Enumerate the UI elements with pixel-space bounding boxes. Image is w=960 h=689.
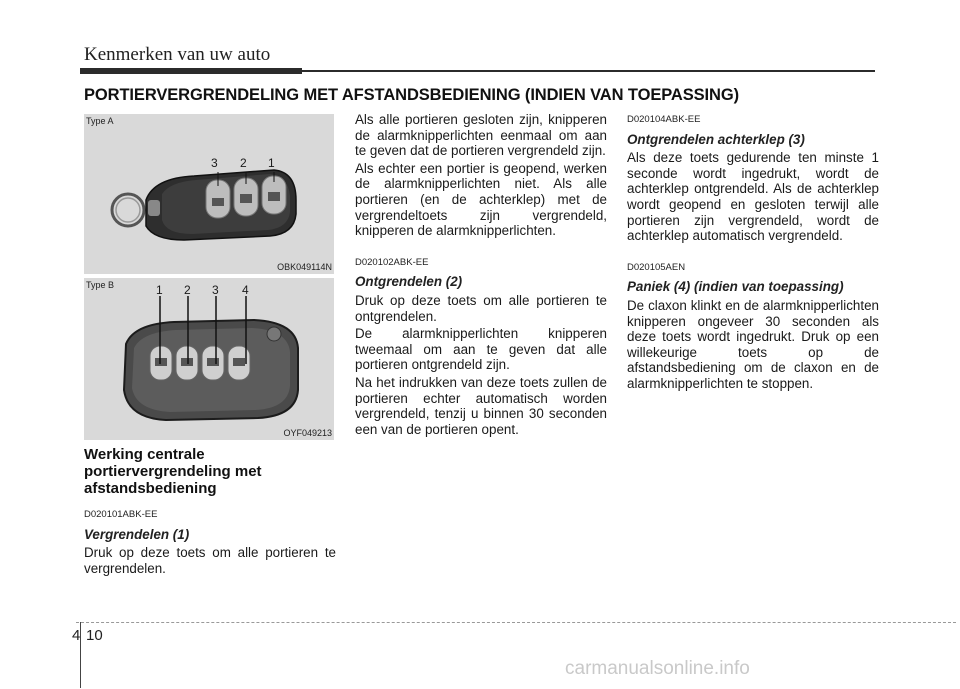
callout-2: 2 bbox=[240, 156, 247, 170]
paragraph: Druk op deze toets om alle portieren te ontgrendelen. bbox=[355, 292, 607, 324]
footer-rule bbox=[76, 622, 956, 623]
figure-b-code: OYF049213 bbox=[283, 428, 332, 438]
callout-b-3: 3 bbox=[212, 283, 219, 297]
paragraph: Na het indrukken van deze toets zullen de portieren echter automatisch worden vergrendeld, tenzij u binnen 30 seconden een van de portieren opent. bbox=[355, 374, 607, 437]
figure-b-label: Type B bbox=[86, 280, 115, 290]
section-code: D020105AEN bbox=[627, 261, 686, 273]
figure-type-b bbox=[84, 278, 334, 440]
header-bar bbox=[80, 68, 302, 74]
paragraph: Als echter een portier is geopend, werken de alarmknipperlichten niet. Als alle portieren (en de achterklep) met de vergrendeltoets zijn vergrendeld, knipperen de alarmknipperlichten. bbox=[355, 160, 607, 239]
right-column bbox=[627, 112, 879, 392]
figure-a-code: OBK049114N bbox=[277, 262, 332, 272]
left-column bbox=[84, 446, 336, 576]
section-code: D020102ABK-EE bbox=[355, 256, 429, 268]
header-title: Kenmerken van uw auto bbox=[84, 44, 271, 65]
subtitle-ontgrendelen: Ontgrendelen (2) bbox=[355, 274, 463, 290]
header-rule bbox=[302, 70, 875, 72]
paragraph: De alarmknipperlichten knipperen tweemaal om aan te geven dat alle portieren ontgrendeld zijn. bbox=[355, 326, 607, 373]
paragraph: Druk op deze toets om alle portieren te vergrendelen. bbox=[84, 545, 336, 576]
callout-b-2: 2 bbox=[184, 283, 191, 297]
middle-column bbox=[355, 112, 607, 437]
paragraph: Als alle portieren gesloten zijn, knipperen de alarmknipperlichten eenmaal om aan te geven dat de portieren vergrendeld zijn. bbox=[355, 112, 607, 159]
callout-1: 1 bbox=[268, 156, 275, 170]
section-title: PORTIERVERGRENDELING MET AFSTANDSBEDIENING (INDIEN VAN TOEPASSING) bbox=[84, 86, 739, 104]
key-fob-type-a-illustration bbox=[84, 114, 334, 274]
block-title: Werking centrale portiervergrendeling met afstandsbediening bbox=[84, 446, 262, 497]
watermark: carmanualsonline.info bbox=[565, 658, 750, 679]
subtitle-paniek: Paniek (4) (indien van toepassing) bbox=[627, 279, 844, 295]
paragraph: De claxon klinkt en de alarmknipperlichten knipperen ongeveer 30 seconden als deze toets wordt ingedrukt. Druk op een willekeurige toets op de afstandsbediening om de claxon en de alarmknipperlichten te stoppen. bbox=[627, 297, 879, 391]
callout-3: 3 bbox=[211, 156, 218, 170]
page-number: 10 bbox=[86, 627, 103, 644]
section-code: D020104ABK-EE bbox=[627, 114, 701, 125]
section-code: D020101ABK-EE bbox=[84, 509, 158, 520]
callout-b-1: 1 bbox=[156, 283, 163, 297]
subtitle-achterklep: Ontgrendelen achterklep (3) bbox=[627, 131, 805, 147]
smart-key-type-b-illustration bbox=[84, 278, 334, 440]
figure-type-a bbox=[84, 114, 334, 274]
paragraph: Als deze toets gedurende ten minste 1 seconde wordt ingedrukt, wordt de achterklep ontgrendeld. Als de achterklep wordt geopend en gesloten terwijl alle portieren zijn vergrendeld, wordt de achterklep automatisch vergrendeld. bbox=[627, 150, 879, 244]
figure-a-label: Type A bbox=[86, 116, 114, 126]
callout-b-4: 4 bbox=[242, 283, 249, 297]
chapter-number: 4 bbox=[72, 627, 81, 644]
subtitle-vergrendelen: Vergrendelen (1) bbox=[84, 526, 190, 542]
